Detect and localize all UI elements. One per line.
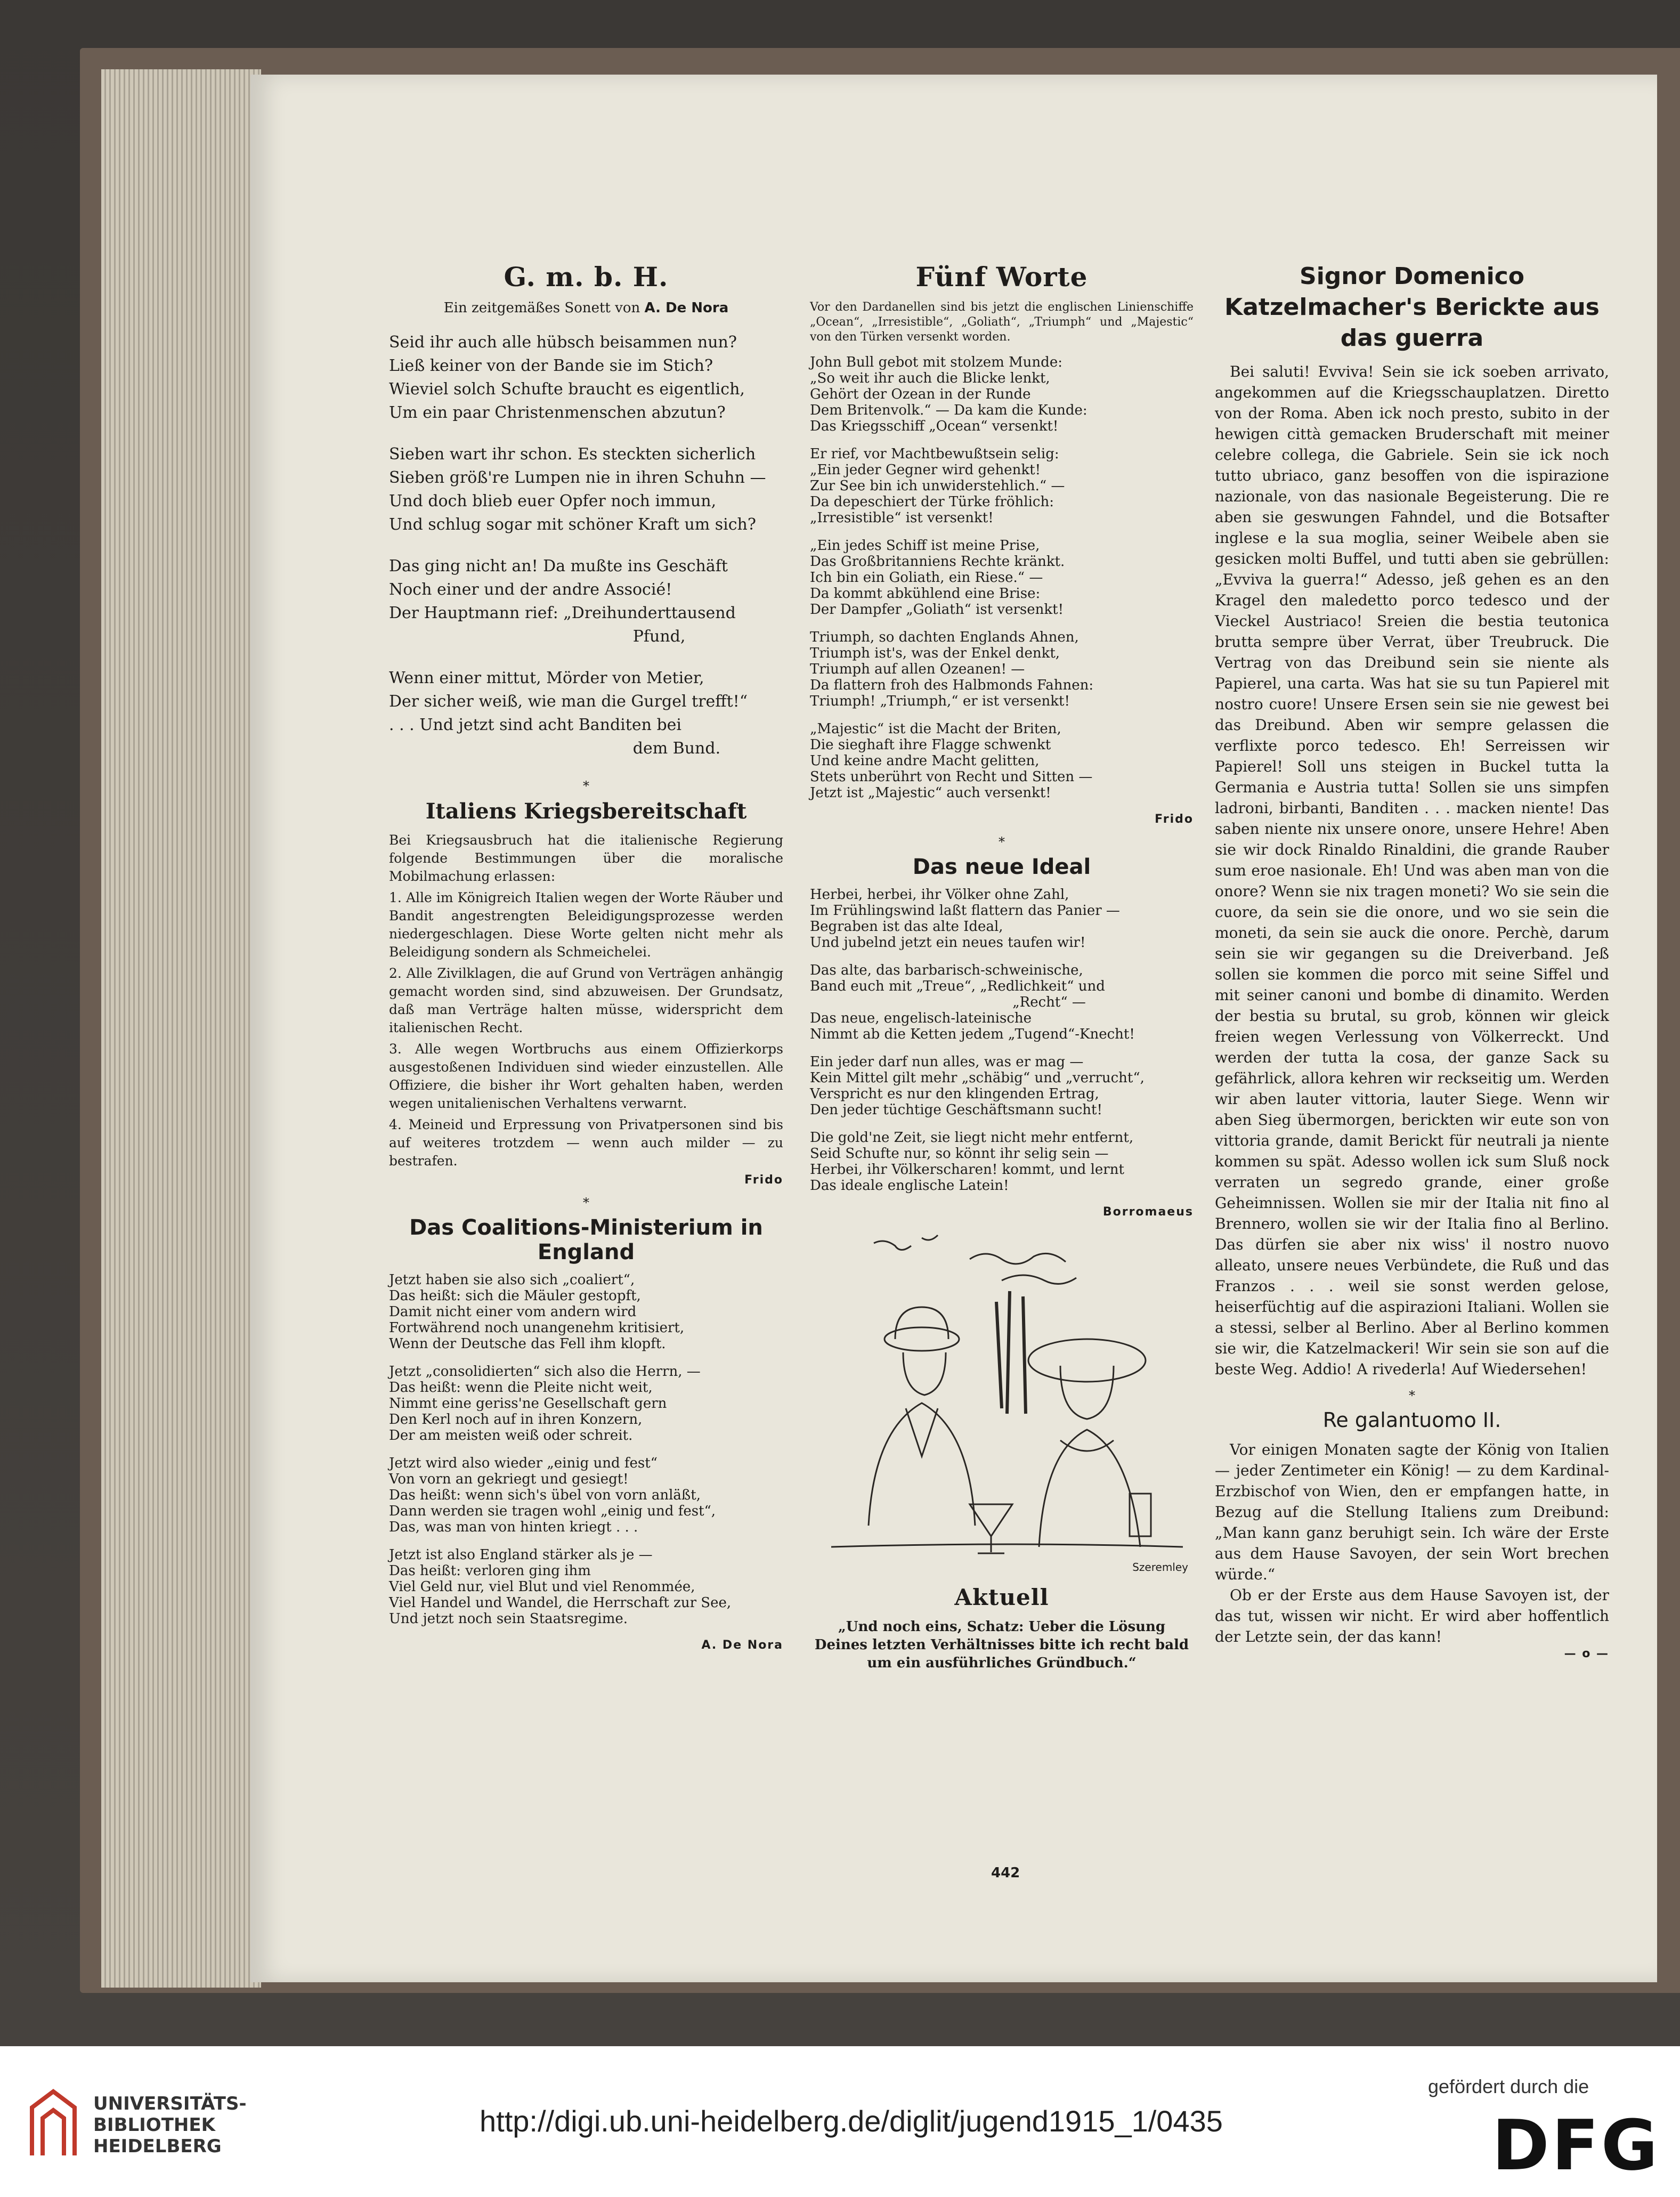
poem-stanza: Jetzt ist also England stärker als je — Das heißt: verloren ging ihm Viel Geld nur, viel Blut und viel Renommée, Viel Handel und Wandel, die Herrschaft zur See, Und jetzt noch sein Staatsregime. [389,1547,732,1627]
article-paragraph: 2. Alle Zivilklagen, die auf Grund von Verträgen anhängig gemacht worden sind, sind abzuweisen. Der Grundsatz, daß man Verträge halten müsse, widerspricht dem italienischen Recht. [389,966,783,1035]
article-title-coalitions: Das Coalitions-Ministerium in England [409,1215,763,1264]
article-title-gmbh: G. m. b. H. [504,261,669,293]
cartoon-title: Aktuell [954,1584,1049,1610]
article-title-kriegsbereitschaft: Italiens Kriegsbereitschaft [425,799,747,824]
cartoon-drawing [810,1227,1194,1558]
article-paragraph: 1. Alle im Königreich Italien wegen der Worte Räuber und Bandit angestrengten Beleidigungsprozesse werden niedergeschlagen. Diese Worte gelten nicht mehr als Beleidigung sondern als Schmeichelei. [389,890,783,960]
author-signature: Borromaeus [1102,1205,1194,1219]
byline-prefix: Ein zeitgemäßes Sonett von [443,300,640,316]
permalink-url[interactable]: http://digi.ub.uni-heidelberg.de/diglit/jugend1915_1/0435 [480,2104,1223,2138]
poem-stanza: Triumph, so dachten Englands Ahnen, Triumph ist's, was der Enkel denkt, Triumph auf allen Ozeanen! — Da flattern froh des Halbmonds Fahnen: Triumph! „Triumph,“ er ist versenkt! [810,629,1094,709]
article-intro: Vor den Dardanellen sind bis jetzt die englischen Linienschiffe „Ocean“, „Irresistible“, „Goliath“, „Triumph“ und „Majestic“ von den Türken versenkt worden. [810,301,1194,344]
poem-stanza: John Bull gebot mit stolzem Munde: „So weit ihr auch die Blicke lenkt, Gehört der Ozean in der Runde Dem Britenvolk.“ — Da kam die Kunde: Das Kriegsschiff „Ocean“ versenkt! [810,354,1087,434]
cartoon-caption: „Und noch eins, Schatz: Ueber die Lösung Deines letzten Verhältnisses bitte ich recht bald um ein ausführliches Gründbuch.“ [814,1619,1189,1671]
university-logo-icon[interactable] [21,2086,85,2161]
funding-note: gefördert durch die [1428,2076,1589,2097]
article-title-neue-ideal: Das neue Ideal [912,855,1091,879]
article-byline [389,300,783,316]
section-divider: * [1409,1388,1415,1403]
poem-stanza: „Ein jedes Schiff ist meine Prise, Das Großbritanniens Rechte kränkt. Ich bin ein Goliath, ein Riese.“ — Da kommt abkühlend eine Brise: Der Dampfer „Goliath“ ist versenkt! [810,538,1065,618]
article-title-re-galantuomo: Re galantuomo II. [1322,1408,1502,1432]
column-left [389,261,783,1660]
article-paragraph: 4. Meineid und Erpressung von Privatpersonen sind bis auf weiteres trotzdem — wenn auch milder — zu bestrafen. [389,1117,783,1169]
article-body: Bei saluti! Evviva! Sein sie ick soeben arrivato, angekommen auf die Kriegsschauplatzen. Diretto von der Roma. Aben ick noch presto, subito in der hewigen città gemacken Bruderschaft mit meiner celebre collega, die Gabriele. Sein sie ick noch tutto ubriaco, ganz besoffen von die ispirazione nazionale, von das nasionale Begeisterung. Die re aben sie geswungen Fahndel, und die Botsafter inglese e la sua moglia, seiner Weibele aben sie gesicken molti Buffel, und tutti aben sie gebrüllen: „Evviva la guerra!“ Adesso, jeß gehen es an den Kragel den maledetto porco tedesco und der Vieckel Austriaco! Sreien die bestia teutonica brutta sempre über Verrat, über Treubruck. Die Vertrag von das Dreibund sein sie niente als Papierel, una carta. Was hat sie su tun Papierel mit nostro cuore! Unsere Ersen sein sie nie gewest bei das Dreibund. Aben wir sempre gelassen die verflixte porco tedesco. Eh! Serreissen wir Papierel! Soll uns steigen in Buckel tutta la Germania e Austria tutta! Sollen sie uns simpfen ladroni, birbanti, Banditen . . . macken niente! Das saben niente nix unsere onore, unsere Hehre! Aben sie wir dock Rinaldo Rinaldini, die grande Rauber sum eroe nasionale. Eh! Und was aben man von die onore? Wenn sie nix tragen moneti? Wo sie sein die cuore, da sein sie die onore, und wo sie sein die moneti, da sein sie auck die onore. Perchè, darum sein sie wir gegangen su die Dreiverband. Jeß sollen sie kommen die porco mit seine Siffel und mit seiner canoni und bombe di dinamito. Werden der bestia su brutal, su grob, können wir gleick freien wegen Verlessung von Völkerreckt. Und werden der tutta la cosa, der ganze Sack su gefährlick, allora kehren wir reckseitig um. Werden wir aben lauter vittoria, lauter Siege. Wenn wir aben Sieg übermorgen, berickten wir eute son von vittoria grande, damit Berickt für neutrali ja niente kommen su spät. Adesso wollen ick sum Sluß nock verraten un segredo grande, einer große Geheimnissen. Wollen sie mir der Italia nit fino al Brennero, wollen sie wir der Italia fino al Berlino. Das dürfen sie aber nix wiss' il nostro nuovo alleato, unsere neues Verbündete, die Ruß und das Franzos . . . weil sie sonst werden gelose, heiserfüchtig auf die aspirazioni Italiani. Wollen sie a stessi, selber al Berlino. Aber al Berlino kommen sie wir, die Katzelmackeri! Wir sein sie son auf die beste Weg. Addio! A rivederla! Auf Wiedersehen! [1215,363,1609,1378]
poem-stanza: Jetzt „consolidierten“ sich also die Herrn, — Das heißt: wenn die Pleite nicht weit, Nimmt eine geriss'ne Gesellschaft gern Den Kerl noch auf in ihren Konzern, Der am meisten weiß oder schreit. [389,1364,701,1444]
poem-stanza: Die gold'ne Zeit, sie liegt nicht mehr entfernt, Seid Schufte nur, so könnt ihr selig sein — Herbei, ihr Völkerscharen! kommt, und lernt Das ideale englische Latein! [810,1130,1134,1194]
poem-stanza: Jetzt haben sie also sich „coaliert“, Das heißt: sich die Mäuler gestopft, Damit nicht einer vom andern wird Fortwährend noch unangenehm kritisiert, Wenn der Deutsche das Fell ihm klopft. [389,1272,685,1352]
end-mark: — o — [1564,1647,1609,1660]
viewer-footer [0,2046,1680,2197]
author-signature: A. De Nora [701,1639,783,1652]
cartoon-credit: Szeremley [1132,1561,1188,1574]
column-right [1215,261,1609,1669]
article-body: Ob er der Erste aus dem Hause Savoyen ist, der das tut, wissen wir nicht. Er wird aber hoffentlich der Letzte sein, der das kann! [1215,1586,1609,1645]
article-paragraph: 3. Alle wegen Wortbruchs aus einem Offizierkorps ausgestoßenen Individuen sind wieder einzustellen. Alle Offiziere, die bisher ihr Wort gehalten haben, werden wegen unitalienischen Verhaltens verwarnt. [389,1041,783,1111]
section-divider: * [999,834,1005,849]
sonnet-stanza: Sieben wart ihr schon. Es steckten sicherlich Sieben größ're Lumpen nie in ihren Schuhn — Und doch blieb euer Opfer noch immun, Und schlug sogar mit schöner Kraft um sich? [389,445,766,534]
section-divider: * [583,779,589,793]
sonnet-stanza: Seid ihr auch alle hübsch beisammen nun? Ließ keiner von der Bande sie im Stich? Wieviel solch Schufte braucht es eigentlich, Um ein paar Christenmenschen abzutun? [389,333,745,422]
poem-stanza: Das alte, das barbarisch-schweinische, Band euch mit „Treue“, „Redlichkeit“ und „Recht“ — Das neue, engelisch-lateinische Nimmt ab die Ketten jedem „Tugend“-Knecht! [810,962,1135,1042]
sonnet-stanza: Das ging nicht an! Da mußte ins Geschäft Noch einer und der andre Associé! Der Hauptmann rief: „Dreihunderttausend Pfund, [389,557,736,646]
section-divider: * [583,1195,589,1210]
dfg-logo[interactable]: DFG [1492,2105,1660,2186]
poem-stanza: Er rief, vor Machtbewußtsein selig: „Ein jeder Gegner wird gehenkt! Zur See bin ich unwiderstehlich.“ — Da depeschiert der Türke fröhlich: „Irresistible“ ist versenkt! [810,446,1065,526]
sonnet-stanza: Wenn einer mittut, Mörder von Metier, Der sicher weiß, wie man die Gurgel trefft!“ . . . Und jetzt sind acht Banditen bei dem Bund. [389,669,748,758]
poem-stanza: Ein jeder darf nun alles, was er mag — Kein Mittel gilt mehr „schäbig“ und „verrucht“, Verspricht es nur den klingenden Ertrag, Den jeder tüchtige Geschäftsmann sucht! [810,1054,1145,1118]
library-name[interactable]: UNIVERSITÄTS- BIBLIOTHEK HEIDELBERG [93,2093,247,2157]
article-title-fuenf-worte: Fünf Worte [915,261,1088,293]
article-title-katzelmacher: Signor Domenico Katzelmacher's Berickte aus das guerra [1224,263,1600,352]
author-signature: Frido [744,1173,783,1187]
author-signature: Frido [1155,813,1194,826]
page-edges [101,69,261,1988]
cartoon-illustration [810,1227,1194,1579]
column-middle [810,261,1194,1672]
poem-stanza: Jetzt wird also wieder „einig und fest“ Von vorn an gekriegt und gesiegt! Das heißt: wenn sich's übel von vorn anläßt, Dann werden sie tragen wohl „einig und fest“, Das, was man von hinten kriegt . . . [389,1455,716,1535]
byline-author: A. De Nora [644,300,729,316]
poem-stanza: Herbei, herbei, ihr Völker ohne Zahl, Im Frühlingswind laßt flattern das Panier — Begraben ist das alte Ideal, Und jubelnd jetzt ein neues taufen wir! [810,887,1120,951]
article-paragraph: Bei Kriegsausbruch hat die italienische Regierung folgende Bestimmungen über die moralische Mobilmachung erlassen: [389,832,783,884]
poem-stanza: „Majestic“ ist die Macht der Briten, Die sieghaft ihre Flagge schwenkt Und keine andre Macht gelitten, Stets unberührt von Recht und Sitten — Jetzt ist „Majestic“ auch versenkt! [810,721,1093,801]
page-number: 442 [991,1865,1020,1881]
article-body: Vor einigen Monaten sagte der König von Italien — jeder Zentimeter ein König! — zu dem Kardinal-Erzbischof von Wien, den er empfangen hatte, in Bezug auf die Stellung Italiens zum Dreibund: „Man kann ganz beruhigt sein. Ich wäre der Erste aus dem Hause Savoyen, der sein Wort brechen würde.“ [1215,1441,1609,1583]
